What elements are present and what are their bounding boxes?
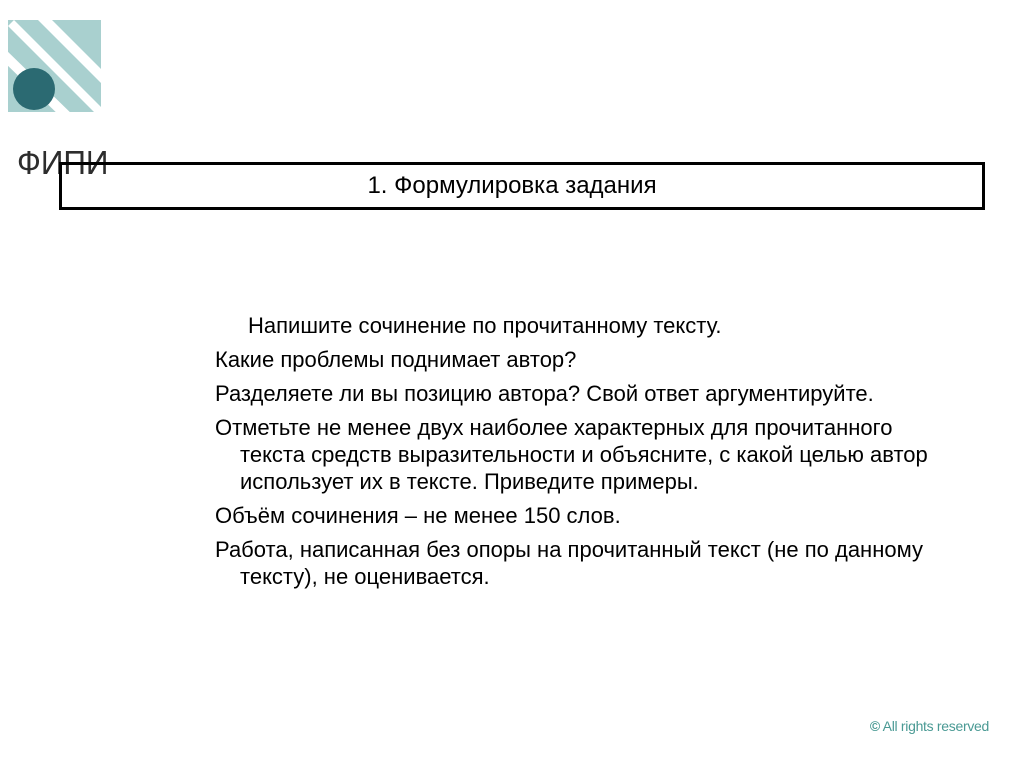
logo-text: ФИПИ [17,144,109,181]
copyright-icon: © [869,718,880,734]
paragraph-6: Работа, написанная без опоры на прочитанный текст (не по данному тексту), не оценивается. [215,537,923,589]
paragraph-4: Отметьте не менее двух наиболее характерных для прочитанного текста средств выразительности и объясните, с какой целью автор использует их в тексте. Приведите примеры. [215,415,928,494]
paragraph-1: Напишите сочинение по прочитанному тексту. [248,313,722,338]
paragraph-3: Разделяете ли вы позицию автора? Свой ответ аргументируйте. [215,381,874,406]
copyright-notice [870,716,989,736]
fipi-logo [8,20,109,181]
paragraph-5: Объём сочинения – не менее 150 слов. [215,503,621,528]
copyright-text: All rights reserved [882,718,989,734]
paragraph-2: Какие проблемы поднимает автор? [215,347,577,372]
page-title: 1. Формулировка задания [367,172,657,199]
fipi-logo-mark [8,20,104,116]
task-text [215,312,935,597]
title-box [59,162,985,210]
